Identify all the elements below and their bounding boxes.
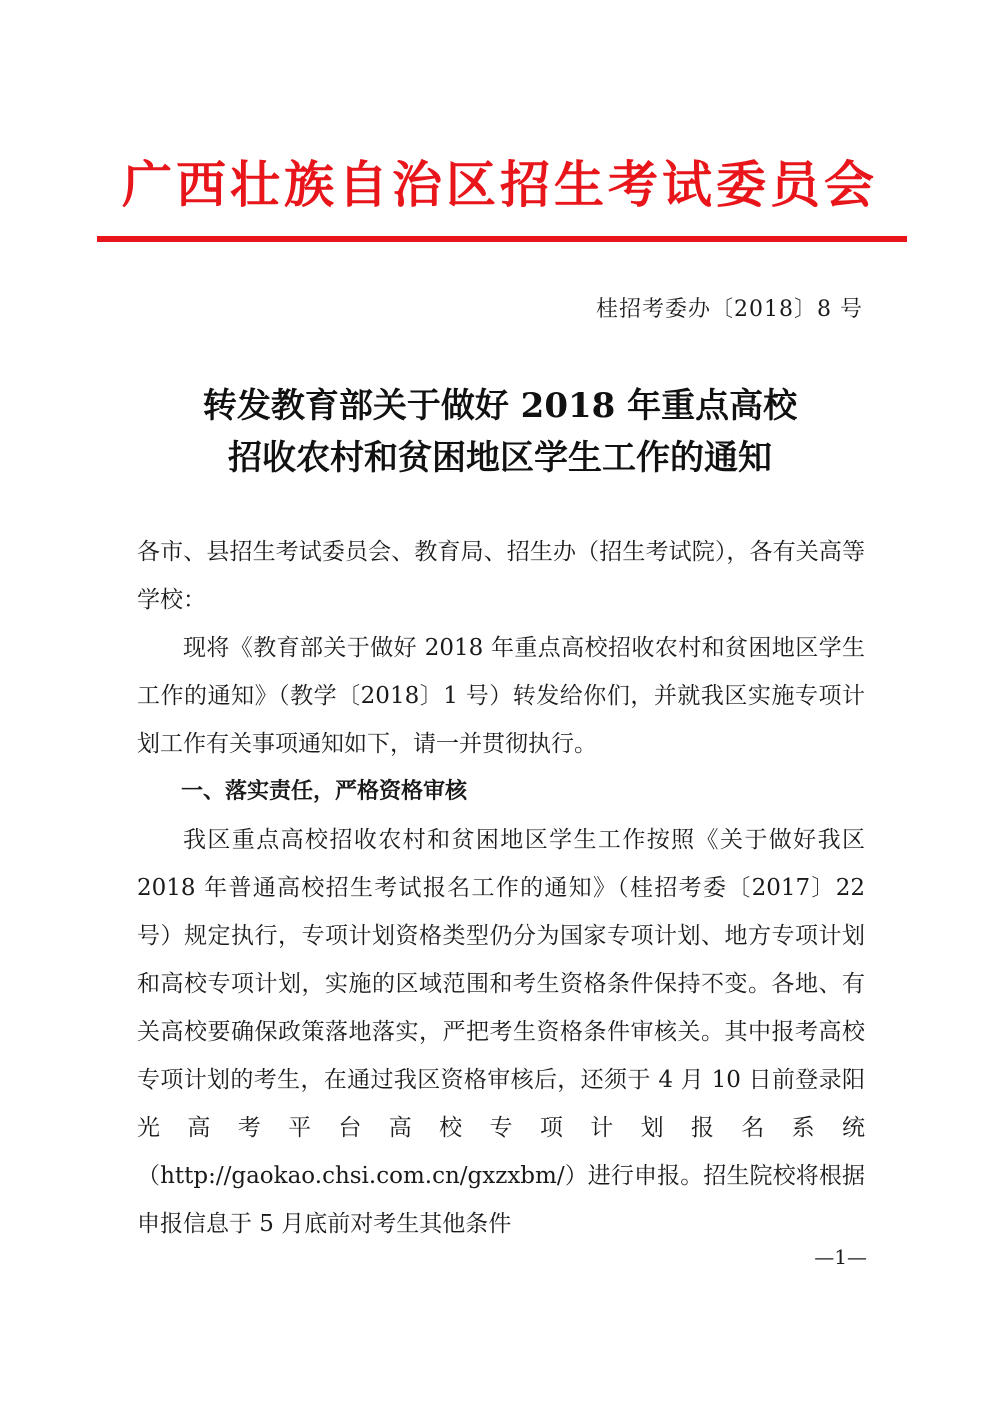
body-paragraph-1: 现将《教育部关于做好 2018 年重点高校招收农村和贫困地区学生工作的通知》（教学〔2018〕1 号）转发给你们，并就我区实施专项计划工作有关事项通知如下，请一并贯彻执行。: [137, 635, 865, 757]
body-paragraph-2: 我区重点高校招收农村和贫困地区学生工作按照《关于做好我区 2018 年普通高校招生考试报名工作的通知》（桂招考委〔2017〕22 号）规定执行，专项计划资格类型仍分为国家专项计划、地方专项计划和高校专项计划，实施的区域范围和考生资格条件保持不变。各地、有关高校要确保政策落地落实，严把考生资格条件审核关。其中报考高校专项计划的考生，在通过我区资格审核后，还须于 4 月 10 日前登录阳光高考平台高校专项计划报名系统（http://gaokao.chsi.com.cn/gxzxbm/）进行申报。招生院校将根据申报信息于 5 月底前对考生其他条件: [137, 827, 865, 1237]
page-number: —1—: [814, 1245, 867, 1269]
document-title-line-2: 招收农村和贫困地区学生工作的通知: [228, 438, 772, 478]
salutation: 各市、县招生考试委员会、教育局、招生办（招生考试院），各有关高等学校：: [137, 539, 865, 613]
issuing-authority-masthead: 广西壮族自治区招生考试委员会: [122, 155, 878, 214]
document-number: 桂招考委办〔2018〕8 号: [596, 297, 863, 322]
masthead-red-rule: [97, 236, 907, 242]
document-title: [0, 380, 1000, 484]
document-body: [137, 528, 865, 1248]
section-heading-1: 一、落实责任，严格资格审核: [181, 779, 468, 804]
document-title-line-1: 转发教育部关于做好 2018 年重点高校: [202, 386, 798, 426]
